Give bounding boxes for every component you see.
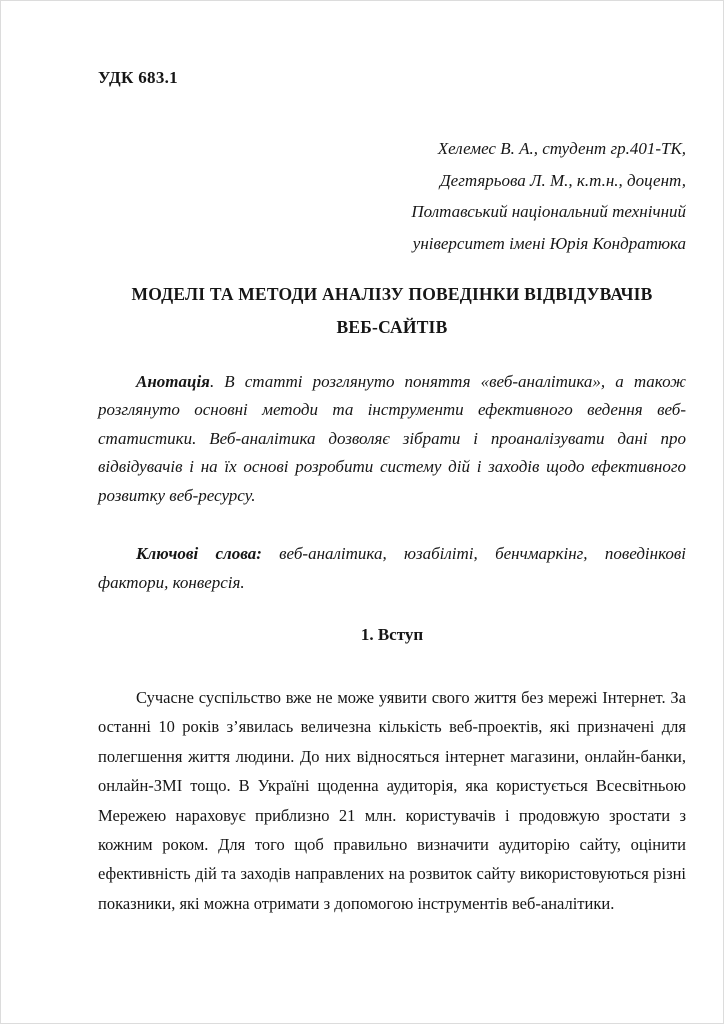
keywords-label: Ключові слова: — [136, 544, 262, 564]
keywords-paragraph — [98, 540, 686, 597]
abstract-label: Анотація — [136, 372, 210, 391]
author-block — [98, 133, 686, 259]
author-line-2: Дегтярьова Л. М., к.т.н., доцент, — [439, 170, 686, 190]
article-title-line-2: ВЕБ-САЙТІВ — [336, 317, 448, 337]
article-title — [98, 278, 686, 344]
author-affiliation-line-1: Полтавський національний технічний — [411, 202, 686, 221]
article-title-line-1: МОДЕЛІ ТА МЕТОДИ АНАЛІЗУ ПОВЕДІНКИ ВІДВІДУВАЧІВ — [131, 284, 653, 304]
abstract-paragraph — [98, 368, 686, 510]
author-affiliation-line-2: університет імені Юрія Кондратюка — [412, 233, 686, 253]
udc-code: УДК 683.1 — [98, 68, 178, 87]
intro-paragraph: Сучасне суспільство вже не може уявити свого життя без мережі Інтернет. За останні 10 років з’явилась величезна кількість веб-проектів, які призначені для полегшення життя людини. До них відносяться інтернет магазини, онлайн-банки, онлайн-ЗМІ тощо. В Україні щоденна аудиторія, яка користується Всесвітньою Мережею нараховує приблизно 21 млн. користувачів і продовжую зростати з кожним роком. Для того щоб правильно визначити аудиторію сайту, оцінити ефективність дій та заходів направлених на розвиток сайту використовуються різні показники, які можна отримати з допомогою інструментів веб-аналітики. — [98, 688, 686, 913]
section-heading-intro: 1. Вступ — [360, 625, 424, 645]
abstract-text: . В статті розглянуто поняття «веб-аналітика», а також розглянуто основні методи та інструменти ефективного ведення веб-статистики. Веб-аналітика дозволяє зібрати і проаналізувати дані про відвідувачів і на їх основі розробити систему дій і заходів щодо ефективного розвитку веб-ресурсу. — [98, 372, 686, 505]
keywords-text: веб-аналітика, юзабіліті, бенчмаркінг, поведінкові фактори, конверсія. — [98, 544, 686, 592]
author-line-1: Хелемес В. А., студент гр.401-ТК, — [437, 139, 686, 158]
